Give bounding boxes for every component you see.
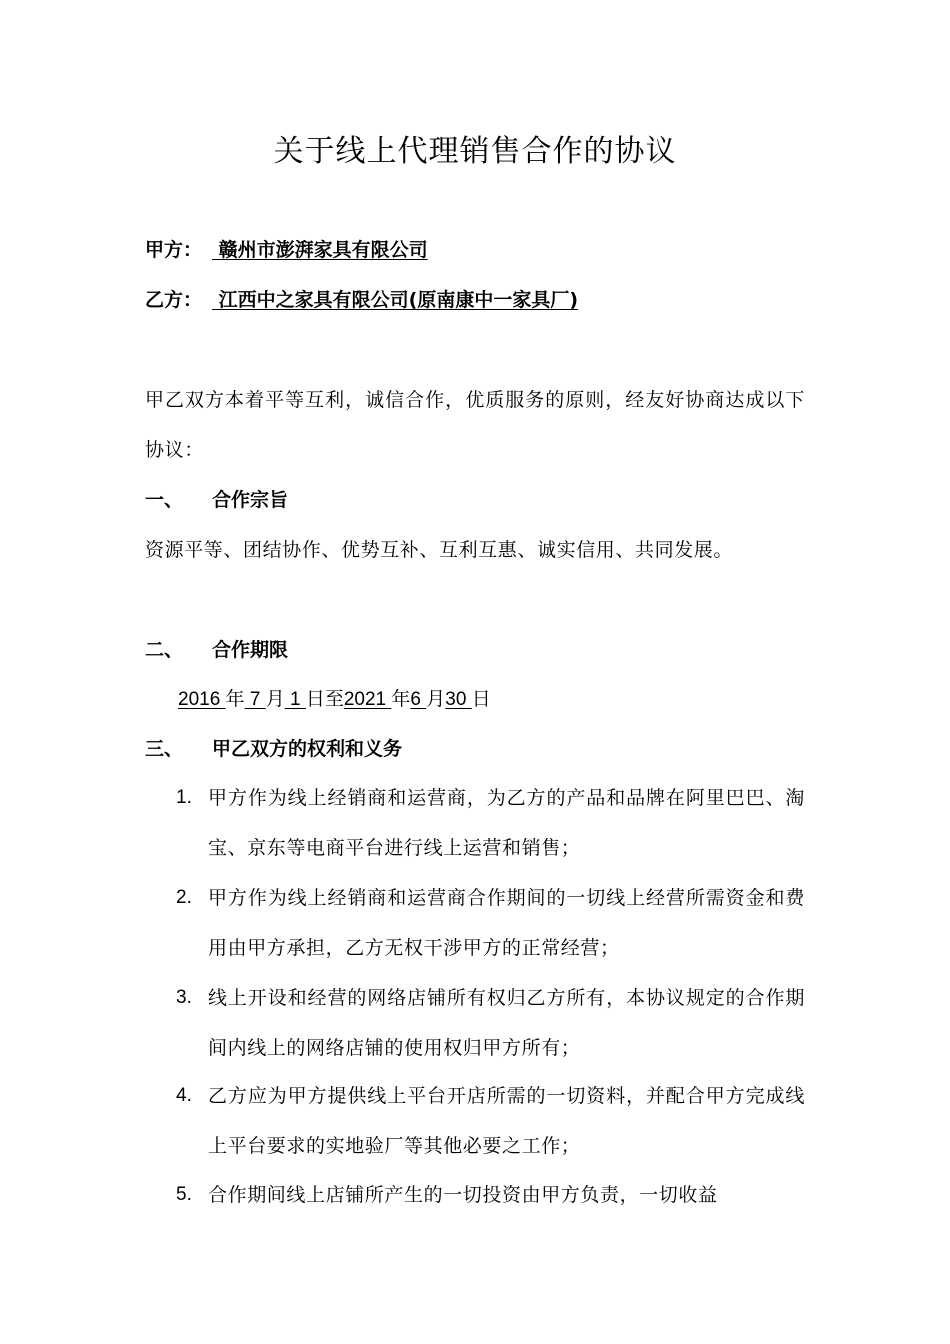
party-b-value: 江西中之家具有限公司(原南康中一家具厂) xyxy=(212,289,578,311)
year-unit: 年 xyxy=(225,688,245,710)
list-item-text: 线上开设和经营的网络店铺所有权归乙方所有，本协议规定的合作期间内线上的网络店铺的使用权归甲方所有； xyxy=(208,987,805,1059)
party-a-label: 甲方： xyxy=(145,239,203,261)
party-b-label: 乙方： xyxy=(145,289,203,311)
list-item xyxy=(176,1170,805,1220)
list-item xyxy=(176,973,805,1073)
list-item xyxy=(176,773,805,873)
section-1-title: 合作宗旨 xyxy=(212,489,289,511)
document-title: 关于线上代理销售合作的协议 xyxy=(273,134,677,169)
list-item-number: 2. xyxy=(176,887,192,908)
list-item-number: 3. xyxy=(176,987,192,1008)
party-a xyxy=(145,236,428,264)
year-unit: 年 xyxy=(391,688,411,710)
party-b xyxy=(145,286,578,314)
list-item-number: 4. xyxy=(176,1085,192,1106)
day-to-unit: 日至 xyxy=(305,688,344,710)
intro-paragraph: 甲乙双方本着平等互利，诚信合作，优质服务的原则，经友好协商达成以下协议： xyxy=(145,389,805,461)
section-1-heading xyxy=(145,486,288,514)
month-unit: 月 xyxy=(265,688,285,710)
party-a-value: 赣州市澎湃家具有限公司 xyxy=(212,239,428,261)
section-2-number: 二、 xyxy=(145,639,184,661)
list-item-text: 甲方作为线上经销商和运营商，为乙方的产品和品牌在阿里巴巴、淘宝、京东等电商平台进行线上运营和销售； xyxy=(208,787,805,859)
section-3-heading xyxy=(145,735,402,763)
end-year: 2021 xyxy=(343,689,392,710)
section-2-title: 合作期限 xyxy=(212,639,289,661)
section-1-number: 一、 xyxy=(145,489,184,511)
end-month: 6 xyxy=(410,689,427,710)
day-unit: 日 xyxy=(471,688,491,710)
list-item-number: 1. xyxy=(176,787,192,808)
list-item-number: 5. xyxy=(176,1184,192,1205)
section-1-text: 资源平等、团结协作、优势互补、互利互惠、诚实信用、共同发展。 xyxy=(145,539,734,561)
list-item xyxy=(176,1071,805,1171)
list-item xyxy=(176,873,805,973)
end-day: 30 xyxy=(445,689,472,710)
start-year: 2016 xyxy=(178,689,226,710)
contract-period xyxy=(178,685,491,714)
start-day: 1 xyxy=(284,689,306,710)
start-month: 7 xyxy=(244,689,266,710)
section-3-title: 甲乙双方的权利和义务 xyxy=(212,738,403,760)
month-unit: 月 xyxy=(426,688,446,710)
list-item-text: 合作期间线上店铺所产生的一切投资由甲方负责，一切收益 xyxy=(208,1184,718,1206)
list-item-text: 乙方应为甲方提供线上平台开店所需的一切资料，并配合甲方完成线上平台要求的实地验厂等其他必要之工作； xyxy=(208,1085,805,1157)
section-3-number: 三、 xyxy=(145,738,184,760)
section-2-heading xyxy=(145,636,288,664)
list-item-text: 甲方作为线上经销商和运营商合作期间的一切线上经营所需资金和费用由甲方承担，乙方无权干涉甲方的正常经营； xyxy=(208,887,805,959)
